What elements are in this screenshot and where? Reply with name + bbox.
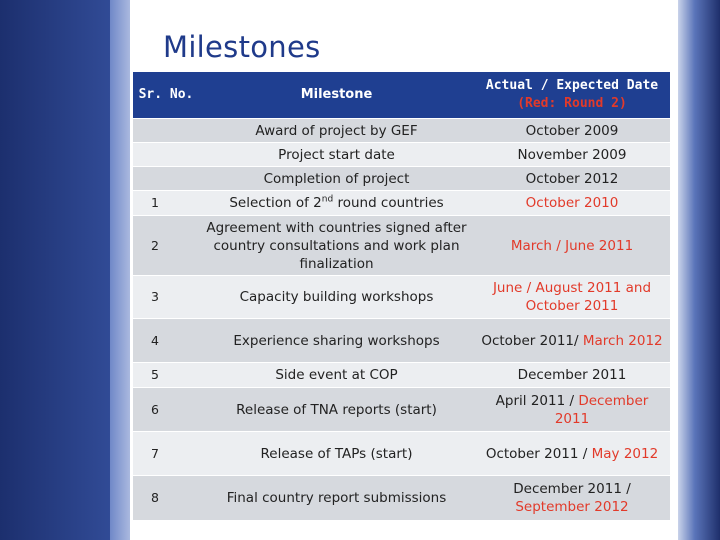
row-date-text: October 2011 / [485, 445, 592, 462]
row-milestone: Completion of project [199, 167, 474, 191]
row-date [474, 388, 670, 432]
table-row [133, 363, 670, 388]
row-milestone: Experience sharing workshops [199, 319, 474, 363]
row-milestone: Award of project by GEF [199, 119, 474, 143]
row-sr: 5 [133, 363, 199, 388]
row-milestone: Agreement with countries signed after country consultations and work plan finalization [199, 216, 474, 276]
row-date [474, 143, 670, 167]
row-date [474, 276, 670, 319]
row-sr [133, 119, 199, 143]
row-date-red: October 2010 [525, 195, 619, 211]
header-date-label: Actual / Expected Date [485, 78, 659, 93]
row-date-red: June / August 2011 and October 2011 [492, 280, 652, 314]
row-date-text: December 2011 [517, 367, 627, 383]
row-date [474, 191, 670, 216]
row-date-red: March 2012 [582, 332, 663, 349]
row-date-text: December 2011 / [513, 480, 631, 497]
table-header-row [133, 72, 670, 119]
table-row [133, 276, 670, 319]
row-date [474, 476, 670, 520]
row-milestone-sup: nd [321, 194, 334, 205]
page-title: Milestones [163, 30, 321, 64]
row-date [474, 319, 670, 363]
row-date-text: October 2009 [525, 122, 619, 139]
row-date-red: September 2012 [515, 498, 629, 515]
background-edge-right [678, 0, 720, 540]
table-row [133, 216, 670, 276]
row-sr [133, 143, 199, 167]
table-row [133, 167, 670, 191]
header-date-red-note: (Red: Round 2) [517, 96, 627, 111]
table-row [133, 119, 670, 143]
row-date [474, 167, 670, 191]
table-row [133, 143, 670, 167]
row-sr: 3 [133, 276, 199, 319]
row-sr: 2 [133, 216, 199, 276]
header-milestone: Milestone [199, 72, 474, 119]
row-sr: 7 [133, 432, 199, 476]
row-date-red: December 2011 [554, 392, 649, 427]
row-sr: 8 [133, 476, 199, 520]
row-milestone: Project start date [199, 143, 474, 167]
row-sr: 6 [133, 388, 199, 432]
header-sr-no: Sr. No. [133, 72, 199, 119]
header-date [474, 72, 670, 119]
row-milestone: Release of TAPs (start) [199, 432, 474, 476]
background-edge-left [110, 0, 130, 540]
row-date-red: May 2012 [591, 445, 659, 462]
row-milestone [199, 191, 474, 216]
row-milestone-pre: Selection of 2 [229, 195, 322, 211]
table-row [133, 476, 670, 520]
row-milestone: Release of TNA reports (start) [199, 388, 474, 432]
row-milestone: Capacity building workshops [199, 276, 474, 319]
row-date-text: April 2011 / [495, 392, 579, 409]
row-date [474, 432, 670, 476]
row-sr: 4 [133, 319, 199, 363]
row-milestone: Final country report submissions [199, 476, 474, 520]
table-row [133, 432, 670, 476]
row-date-text: November 2009 [517, 146, 627, 163]
row-sr: 1 [133, 191, 199, 216]
row-date-text: October 2011/ [481, 332, 583, 349]
row-milestone: Side event at COP [199, 363, 474, 388]
table-row [133, 388, 670, 432]
table-row [133, 319, 670, 363]
row-milestone-post: round countries [333, 195, 444, 211]
milestones-table [133, 72, 670, 520]
row-date-text: October 2012 [525, 170, 619, 187]
row-date-red: March / June 2011 [510, 237, 634, 254]
row-sr [133, 167, 199, 191]
row-date [474, 363, 670, 388]
row-date [474, 119, 670, 143]
row-date [474, 216, 670, 276]
table-row [133, 191, 670, 216]
